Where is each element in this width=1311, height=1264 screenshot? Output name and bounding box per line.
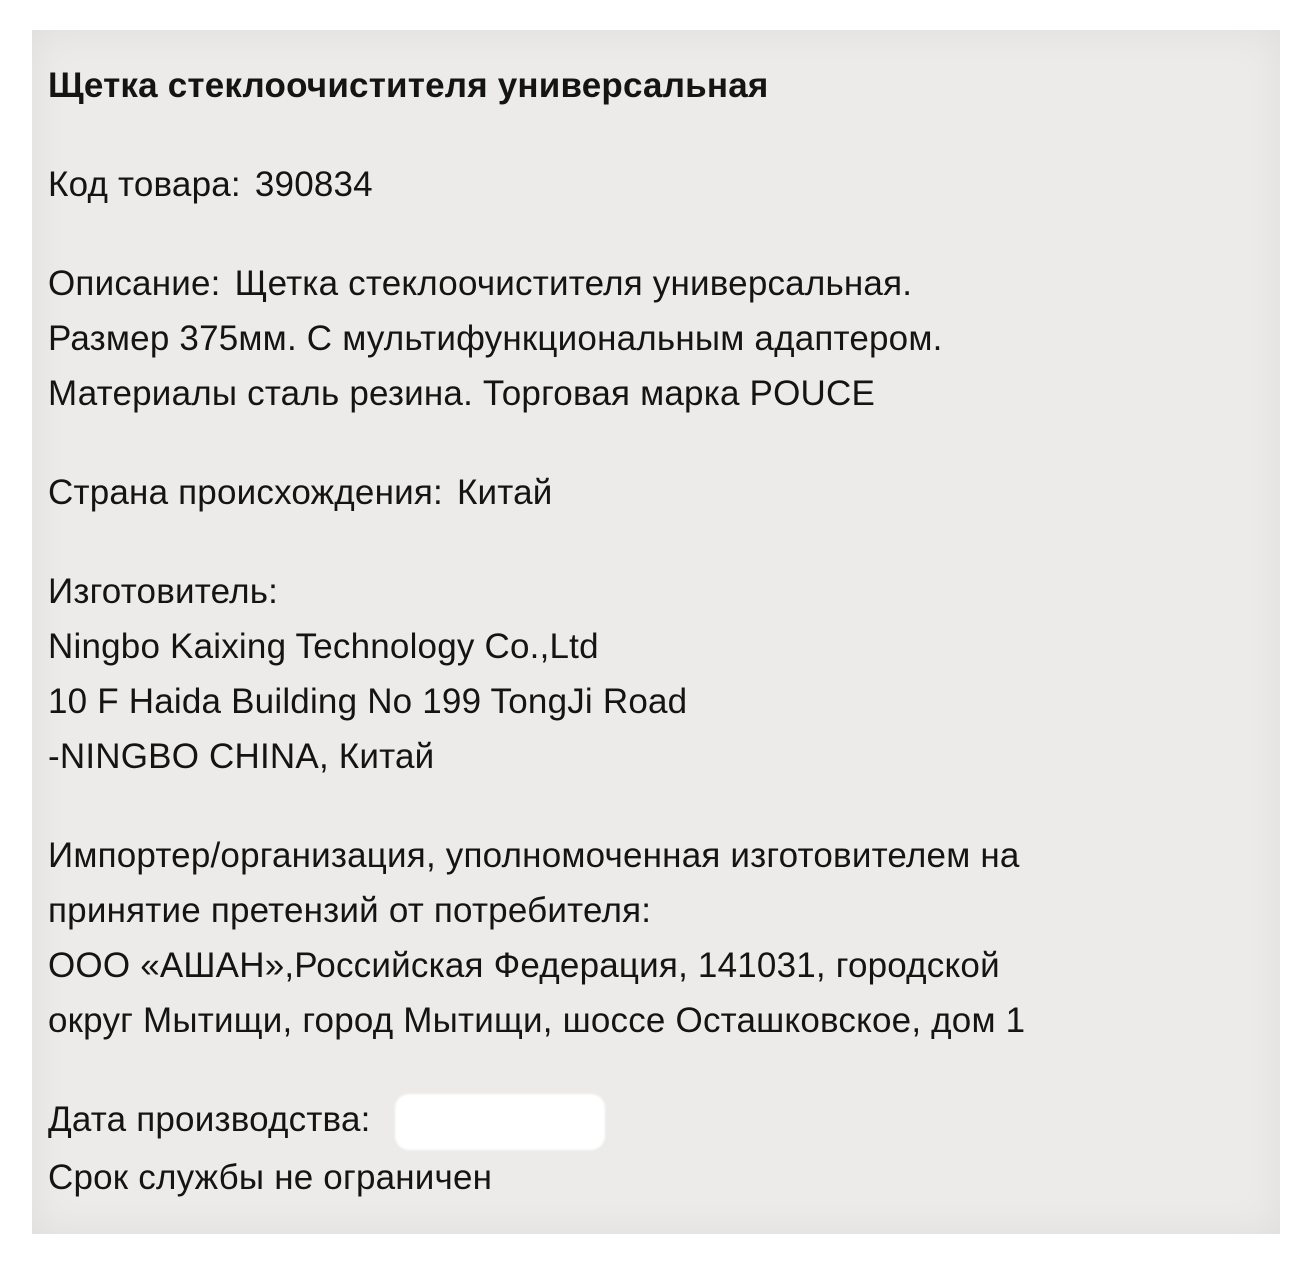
production-block <box>48 1092 1268 1205</box>
origin-row <box>48 465 1268 520</box>
description-line-2: Размер 375мм. С мультифункциональным адаптером. <box>48 319 943 358</box>
label-text <box>48 58 1268 1205</box>
description-line-3: Материалы сталь резина. Торговая марка POUCE <box>48 374 876 413</box>
service-life: Срок службы не ограничен <box>48 1157 493 1197</box>
manufacturer-line-3: -NINGBO CHINA, Китай <box>48 737 435 776</box>
importer-line-4: округ Мытищи, город Мытищи, шоссе Осташковское, дом 1 <box>48 1001 1026 1040</box>
description-block <box>48 256 1268 421</box>
importer-block <box>48 828 1268 1048</box>
manufacturer-line-2: 10 F Haida Building No 199 TongJi Road <box>48 682 688 721</box>
origin-label: Страна происхождения: <box>48 473 443 512</box>
redacted-date <box>395 1094 605 1150</box>
origin-value: Китай <box>456 473 553 512</box>
importer-line-3: ООО «АШАН»,Российская Федерация, 141031, городской <box>48 946 1000 985</box>
description-label: Описание: <box>48 264 221 303</box>
manufacturer-block <box>48 564 1268 784</box>
description-line-1: Щетка стеклоочистителя универсальная. <box>234 264 913 303</box>
importer-line-2: принятие претензий от потребителя: <box>48 891 652 930</box>
manufacturer-line-1: Ningbo Kaixing Technology Co.,Ltd <box>48 627 599 666</box>
product-code-value: 390834 <box>254 165 373 204</box>
product-code-row <box>48 157 1268 212</box>
production-date-label: Дата производства: <box>48 1100 371 1139</box>
manufacturer-label: Изготовитель: <box>48 572 279 611</box>
importer-line-1: Импортер/организация, уполномоченная изготовителем на <box>48 836 1020 875</box>
product-title: Щетка стеклоочистителя универсальная <box>48 66 769 105</box>
product-code-label: Код товара: <box>48 165 241 204</box>
